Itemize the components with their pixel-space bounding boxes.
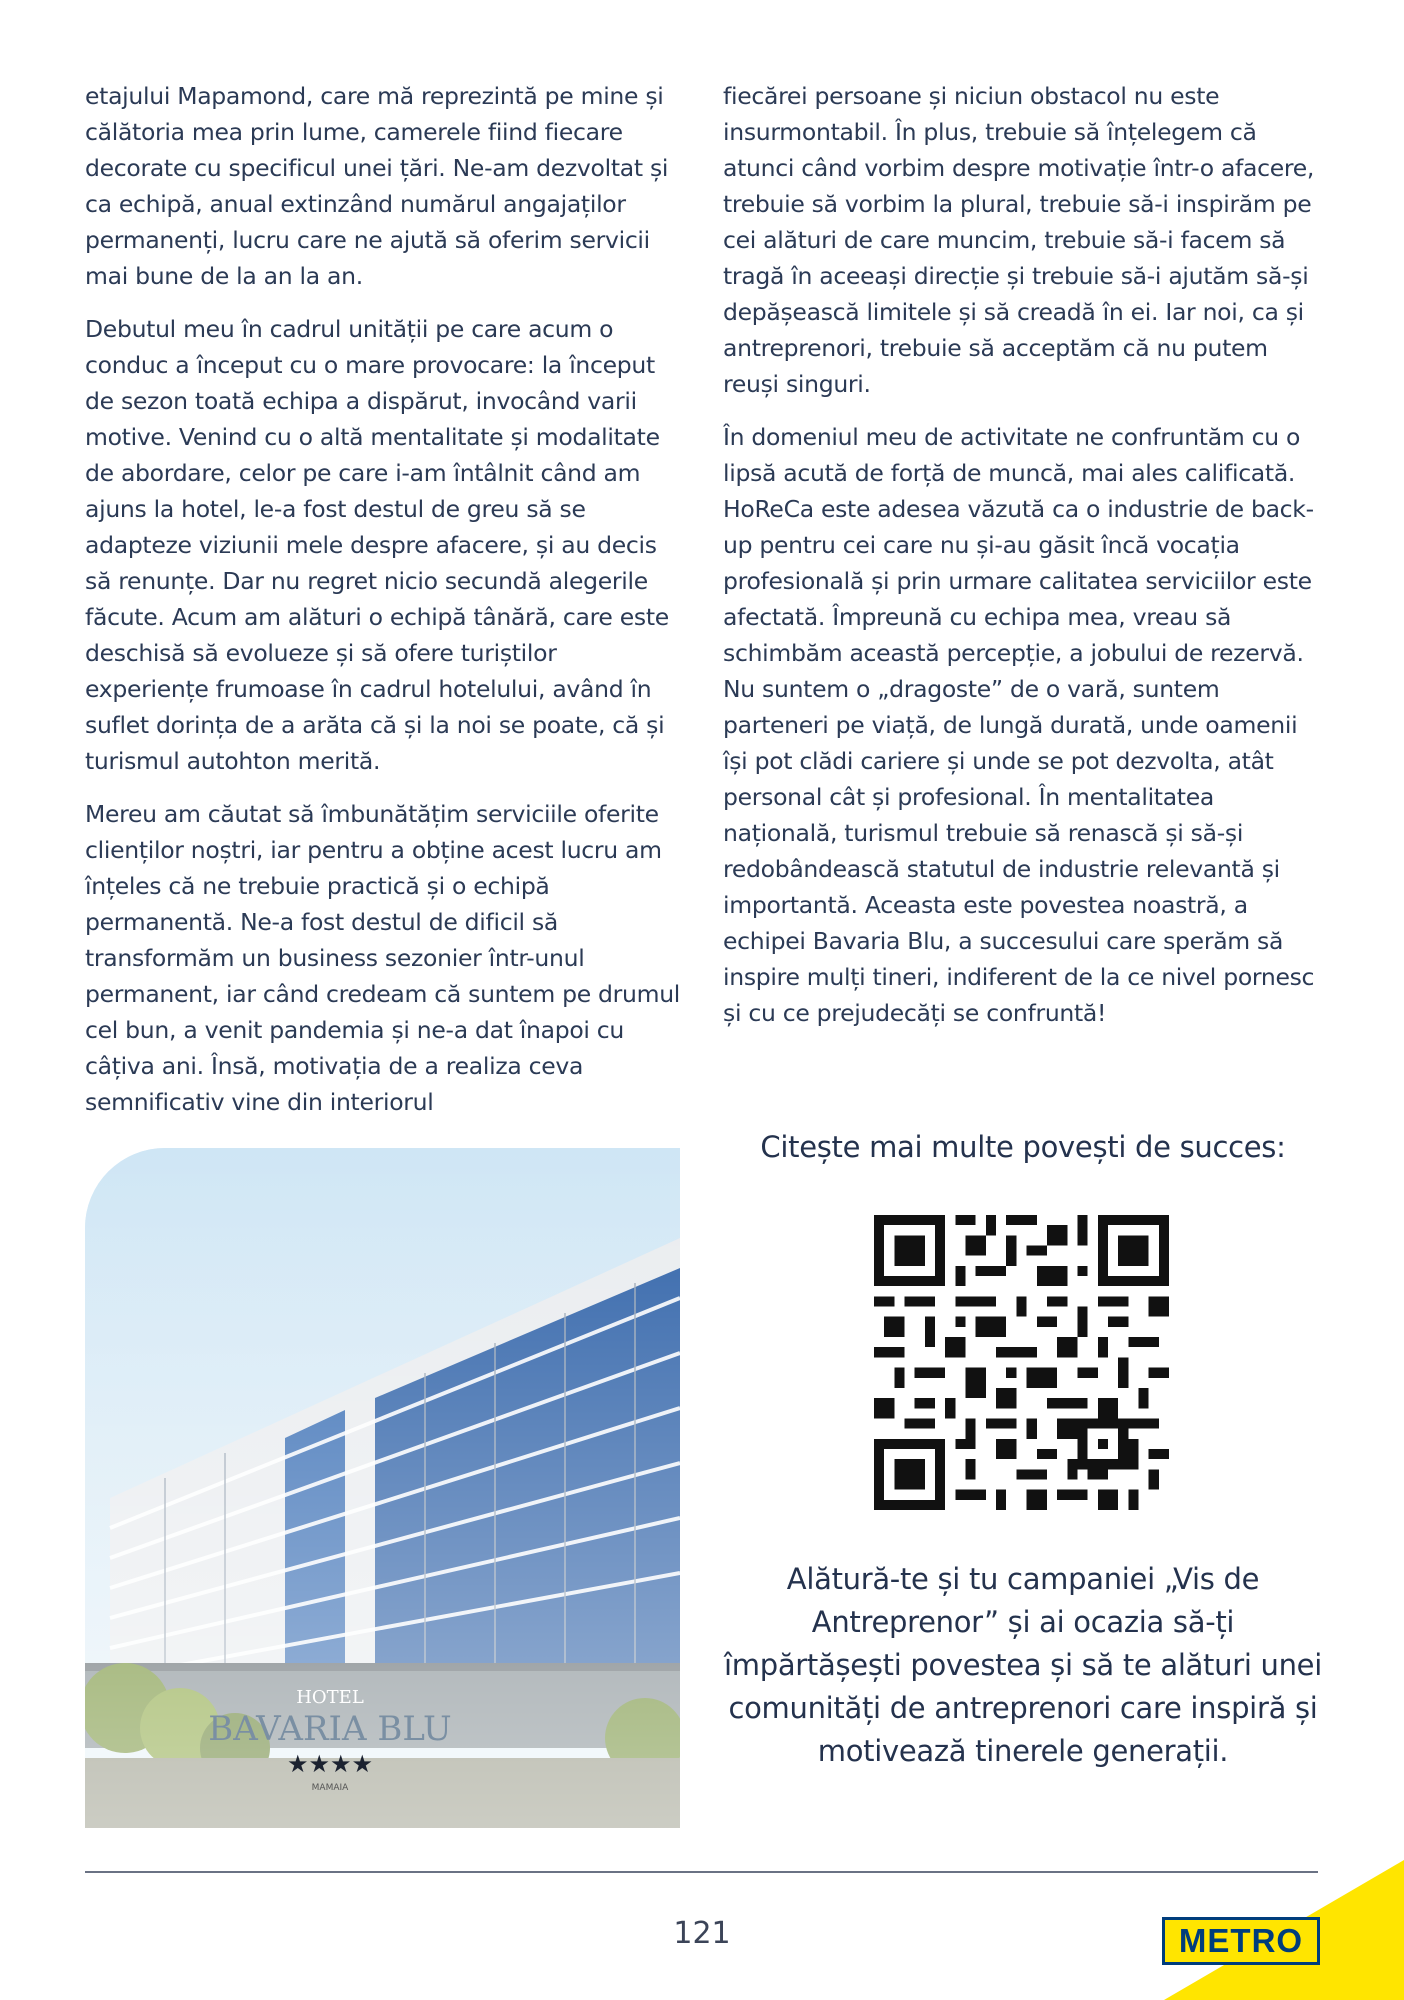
article-paragraph: fiecărei persoane și niciun obstacol nu este insurmontabil. În plus, trebuie să înțelegem că atunci când vorbim despre motivație într-o afacere, trebuie să vorbim la plural, trebuie să-i inspirăm pe cei alături de care muncim, trebuie să-i facem să tragă în aceeași direcție și trebuie să-i ajutăm să-și depășească limitele și să creadă în ei. Iar noi, ca și antreprenori, trebuie să acceptăm că nu putem reuși singuri. (723, 82, 1315, 398)
article-paragraph: În domeniul meu de activitate ne confruntăm cu o lipsă acută de forță de muncă, mai ales calificată. HoReCa este adesea văzută ca o industrie de back-up pentru cei care nu și-au găsit încă vocația profesională și prin urmare calitatea serviciilor este afectată. Împreună cu echipa mea, vreau să schimbăm această percepție, a jobului de rezervă. Nu suntem o „dragoste” de o vară, suntem parteneri pe viață, de lungă durată, unde oamenii își pot clădi cariere și unde se pot dezvolta, atât personal cât și profesional. În mentalitatea națională, turismul trebuie să renască și să-și redobândească statutul de industrie relevantă și importantă. Aceasta este povestea noastră, a echipei Bavaria Blu, a succesului care sperăm să inspire mulți tineri, indiferent de la ce nivel pornesc și cu ce prejudecăți se confruntă! (723, 423, 1315, 1027)
qr-code-icon[interactable] (874, 1215, 1169, 1510)
cta-text: Alătură-te și tu campaniei „Vis de Antreprenor” și ai ocazia să-ți împărtășești povestea și să te alături unei comunități de antreprenori care inspiră și motivează tinerele generații. (724, 1562, 1322, 1768)
cta-title: Citește mai multe povești de succes: (760, 1130, 1286, 1164)
article-paragraph: etajului Mapamond, care mă reprezintă pe mine și călătoria mea prin lume, camerele fiind fiecare decorate cu specificul unei țări. Ne-am dezvoltat și ca echipă, anual extinzând numărul angajaților permanenți, lucru care ne ajută să oferim servicii mai bune de la an la an. (85, 82, 669, 290)
left-column (85, 78, 685, 1137)
sign-hotel-label: HOTEL (296, 1687, 364, 1708)
page-number: 121 (673, 1916, 731, 1951)
metro-logo: METRO (1162, 1917, 1320, 1965)
article-paragraph: Mereu am căutat să îmbunătățim serviciile oferite clienților noștri, iar pentru a obține acest lucru am înțeles că ne trebuie practică și o echipă permanentă. Ne-a fost destul de dificil să transformăm un business sezonier într-unul permanent, iar când credeam că suntem pe drumul cel bun, a venit pandemia și ne-a dat înapoi cu câțiva ani. Însă, motivația de a realiza ceva semnificativ vine din interiorul (85, 800, 681, 1116)
hotel-photo (85, 1148, 680, 1828)
sign-hotel-name: BAVARIA BLU (208, 1709, 452, 1749)
article-paragraph: Debutul meu în cadrul unității pe care acum o conduc a început cu o mare provocare: la început de sezon toată echipa a dispărut, invocând varii motive. Venind cu o altă mentalitate și modalitate de abordare, celor pe care i-am întâlnit când am ajuns la hotel, le-a fost destul de greu să se adapteze viziunii mele despre afacere, și au decis să renunțe. Dar nu regret nicio secundă alegerile făcute. Acum am alături o echipă tânără, care este deschisă să evolueze și să ofere turiștilor experiențe frumoase în cadrul hotelului, având în suflet dorința de a arăta că și la noi se poate, că și turismul autohton merită. (85, 315, 669, 775)
right-column (723, 78, 1323, 1048)
sign-city: MAMAIA (311, 1783, 349, 1793)
sign-stars: ★★★★ (286, 1750, 374, 1778)
